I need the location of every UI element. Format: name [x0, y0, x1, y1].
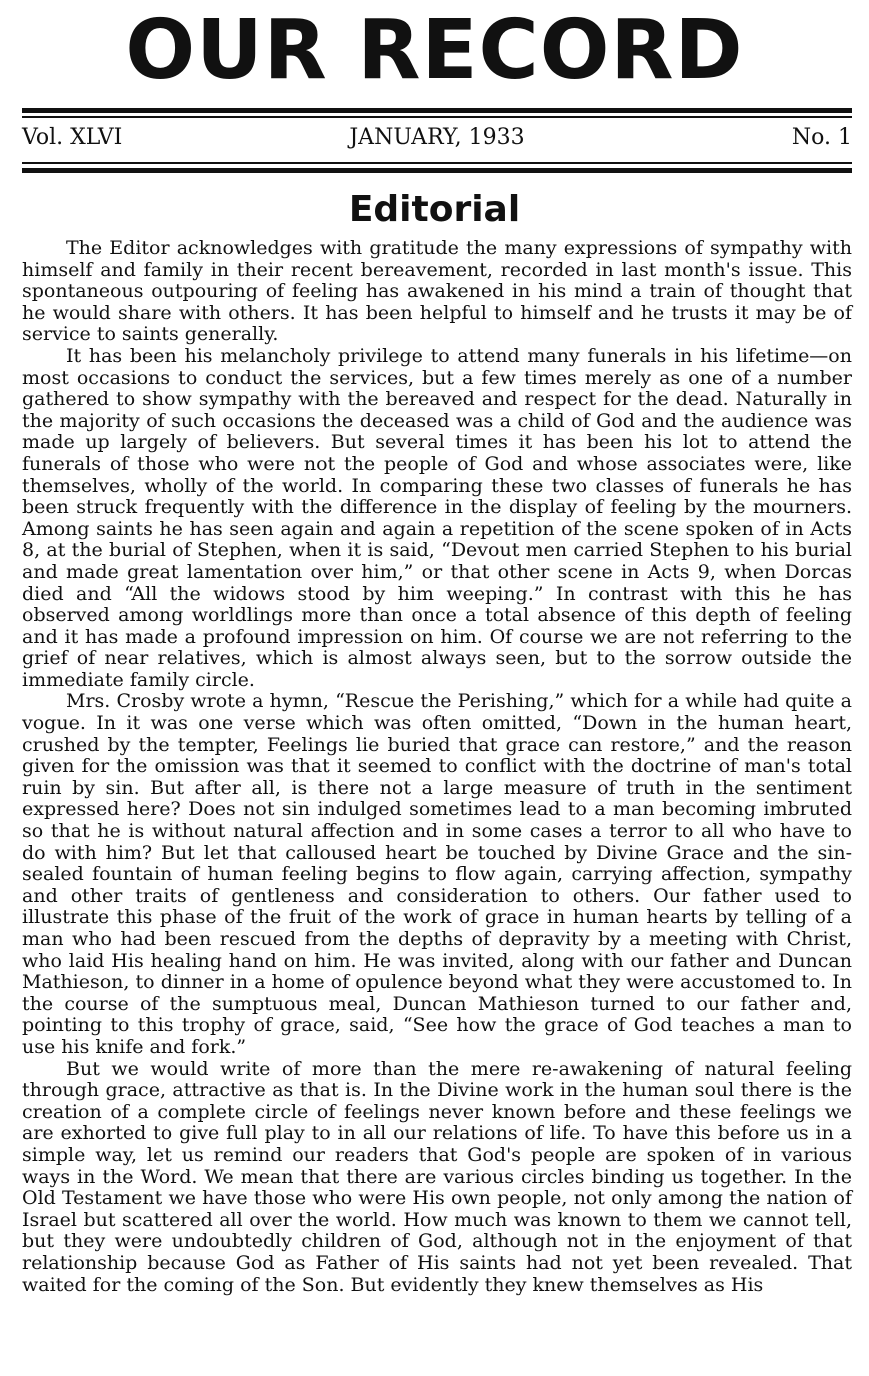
- masthead-rule-bottom: [22, 168, 852, 173]
- issue-volume: Vol. XLVI: [22, 125, 123, 150]
- masthead-rule-top-thin: [22, 116, 852, 118]
- issue-date: JANUARY, 1933: [349, 125, 525, 150]
- article-paragraph: Mrs. Crosby wrote a hymn, “Rescue the Perishing,” which for a while had quite a vogue. In it was one verse which was often omitted, “Down in the human heart, crushed by the tempter, Feelings lie buried that grace can restore,” and the reason given for the omission was that it seemed to conflict with the doctrine of man's total ruin by sin. But after all, is there not a large measure of truth in the sentiment expressed here? Does not sin indulged sometimes lead to a man becoming imbruted so that he is without natural affection and in some cases a terror to all who have to do with him? But let that calloused heart be touched by Divine Grace and the sin-sealed fountain of human feeling begins to flow again, carrying affection, sympathy and other traits of gentleness and consideration to others. Our father used to illustrate this phase of the fruit of the work of grace in human hearts by telling of a man who had been rescued from the depths of depravity by a meeting with Christ, who laid His healing hand on him. He was invited, along with our father and Duncan Mathieson, to dinner in a home of opulence beyond what they were accustomed to. In the course of the sumptuous meal, Duncan Mathieson turned to our father and, pointing to this trophy of grace, said, “See how the grace of God teaches a man to use his knife and fork.”: [22, 690, 852, 1058]
- editorial-article: [22, 238, 852, 1296]
- issue-number: No. 1: [791, 125, 852, 150]
- issue-info-row: [22, 123, 852, 153]
- masthead-rule-top: [22, 108, 852, 113]
- article-paragraph: But we would write of more than the mere re-awakening of natural feeling through grace, attractive as that is. In the Divine work in the human soul there is the creation of a complete circle of feelings never known before and these feelings we are exhorted to give full play to in all our relations of life. To have this before us in a simple way, let us remind our readers that God's people are spoken of in various ways in the Word. We mean that there are various circles binding us together. In the Old Testament we have those who were His own people, not only among the nation of Israel but scattered all over the world. How much was known to them we cannot tell, but they were undoubtedly children of God, although not in the enjoyment of that relationship because God as Father of His saints had not yet been revealed. That waited for the coming of the Son. But evidently they knew themselves as His: [22, 1057, 852, 1296]
- section-title: Editorial: [348, 189, 521, 230]
- article-paragraph: The Editor acknowledges with gratitude the many expressions of sympathy with himself and family in their recent bereavement, recorded in last month's issue. This spontaneous outpouring of feeling has awakened in his mind a train of thought that he would share with others. It has been helpful to himself and he trusts it may be of service to saints generally.: [22, 237, 852, 346]
- masthead-title: OUR RECORD: [125, 3, 744, 98]
- article-paragraph: It has been his melancholy privilege to attend many funerals in his lifetime—on most occasions to conduct the services, but a few times merely as one of a number gathered to show sympathy with the bereaved and respect for the dead. Naturally in the majority of such occasions the deceased was a child of God and the audience was made up largely of believers. But several times it has been his lot to attend the funerals of those who were not the people of God and whose associates were, like themselves, wholly of the world. In comparing these two classes of funerals he has been struck frequently with the difference in the display of feeling by the mourners. Among saints he has seen again and again a repetition of the scene spoken of in Acts 8, at the burial of Stephen, when it is said, “Devout men carried Stephen to his burial and made great lamentation over him,” or that other scene in Acts 9, when Dorcas died and “All the widows stood by him weeping.” In contrast with this he has observed among worldlings more than once a total absence of this depth of feeling and it has made a profound impression on him. Of course we are not referring to the grief of near relatives, which is almost always seen, but to the sorrow outside the immediate family circle.: [22, 344, 852, 691]
- masthead-rule-bottom-thin: [22, 162, 852, 164]
